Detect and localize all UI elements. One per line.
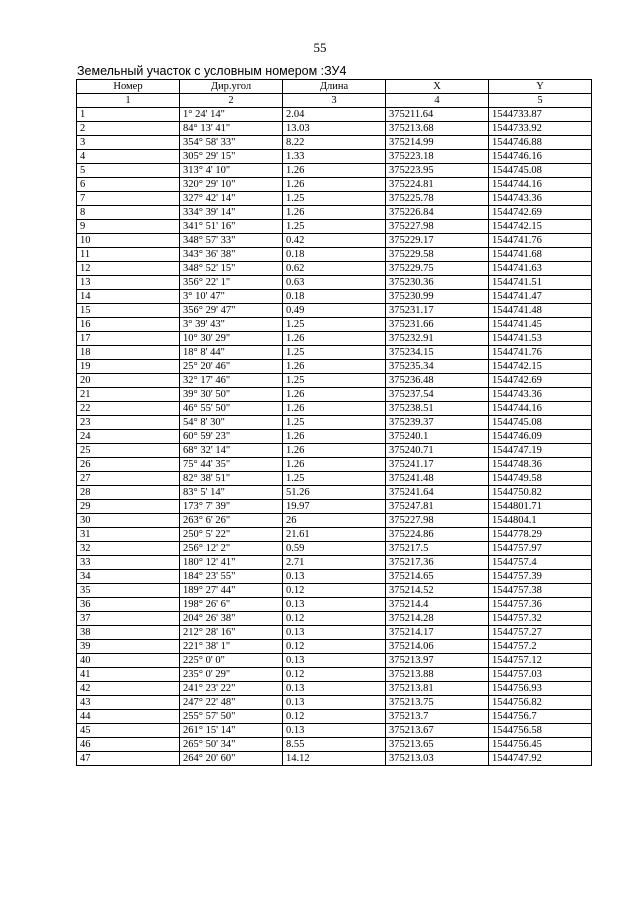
- table-row: [77, 682, 592, 696]
- cell-direction-angle: 320° 29' 10": [180, 178, 283, 192]
- cell-number: 21: [77, 388, 180, 402]
- cell-number: 17: [77, 332, 180, 346]
- cell-length: 1.26: [283, 164, 386, 178]
- cell-y: 1544757.4: [489, 556, 592, 570]
- cell-direction-angle: 204° 26' 38": [180, 612, 283, 626]
- cell-direction-angle: 247° 22' 48": [180, 696, 283, 710]
- table-row: [77, 654, 592, 668]
- cell-y: 1544744.16: [489, 402, 592, 416]
- table-row: [77, 584, 592, 598]
- cell-y: 1544741.63: [489, 262, 592, 276]
- cell-length: 1.26: [283, 178, 386, 192]
- cell-number: 15: [77, 304, 180, 318]
- cell-length: 0.18: [283, 248, 386, 262]
- cell-x: 375213.88: [386, 668, 489, 682]
- cell-y: 1544741.53: [489, 332, 592, 346]
- table-row: [77, 234, 592, 248]
- cell-number: 37: [77, 612, 180, 626]
- cell-direction-angle: 212° 28' 16": [180, 626, 283, 640]
- cell-direction-angle: 250° 5' 22": [180, 528, 283, 542]
- cell-direction-angle: 334° 39' 14": [180, 206, 283, 220]
- cell-length: 1.26: [283, 430, 386, 444]
- cell-length: 0.42: [283, 234, 386, 248]
- cell-x: 375235.34: [386, 360, 489, 374]
- table-body: [77, 94, 592, 766]
- cell-length: 8.55: [283, 738, 386, 752]
- cell-y: 1544741.45: [489, 318, 592, 332]
- cell-y: 1544733.87: [489, 108, 592, 122]
- cell-x: 375214.17: [386, 626, 489, 640]
- cell-direction-angle: 198° 26' 6": [180, 598, 283, 612]
- cell-number: 23: [77, 416, 180, 430]
- table-row: [77, 556, 592, 570]
- cell-x: 375213.65: [386, 738, 489, 752]
- cell-direction-angle: 313° 4' 10": [180, 164, 283, 178]
- cell-direction-angle: 264° 20' 60": [180, 752, 283, 766]
- cell-number: 3: [77, 136, 180, 150]
- cell-length: 1.25: [283, 416, 386, 430]
- cell-direction-angle: 221° 38' 1": [180, 640, 283, 654]
- cell-length: 0.49: [283, 304, 386, 318]
- cell-number: 29: [77, 500, 180, 514]
- cell-number: 27: [77, 472, 180, 486]
- table-row: [77, 514, 592, 528]
- header-y: Y: [489, 80, 592, 94]
- cell-length: 0.59: [283, 542, 386, 556]
- table-row: [77, 528, 592, 542]
- cell-number: 13: [77, 276, 180, 290]
- cell-number: 39: [77, 640, 180, 654]
- cell-length: 0.12: [283, 668, 386, 682]
- cell-direction-angle: 356° 29' 47": [180, 304, 283, 318]
- table-row: [77, 192, 592, 206]
- cell-x: 375241.17: [386, 458, 489, 472]
- cell-y: 1544756.82: [489, 696, 592, 710]
- cell-number: 6: [77, 178, 180, 192]
- cell-x: 375213.03: [386, 752, 489, 766]
- cell-direction-angle: 305° 29' 15": [180, 150, 283, 164]
- cell-x: 375213.75: [386, 696, 489, 710]
- cell-number: 14: [77, 290, 180, 304]
- cell-y: 1544743.36: [489, 388, 592, 402]
- cell-direction-angle: 60° 59' 23": [180, 430, 283, 444]
- cell-number: 1: [77, 108, 180, 122]
- column-number: 3: [283, 94, 386, 108]
- cell-direction-angle: 341° 51' 16": [180, 220, 283, 234]
- cell-length: 0.13: [283, 682, 386, 696]
- cell-x: 375241.64: [386, 486, 489, 500]
- cell-y: 1544741.51: [489, 276, 592, 290]
- cell-y: 1544756.93: [489, 682, 592, 696]
- cell-direction-angle: 25° 20' 46": [180, 360, 283, 374]
- cell-x: 375227.98: [386, 514, 489, 528]
- cell-x: 375230.36: [386, 276, 489, 290]
- cell-y: 1544742.15: [489, 360, 592, 374]
- cell-number: 7: [77, 192, 180, 206]
- table-row: [77, 626, 592, 640]
- cell-y: 1544750.82: [489, 486, 592, 500]
- header-direction-angle: Дир.угол: [180, 80, 283, 94]
- cell-x: 375241.48: [386, 472, 489, 486]
- cell-length: 1.26: [283, 332, 386, 346]
- cell-direction-angle: 235° 0' 29": [180, 668, 283, 682]
- cell-number: 41: [77, 668, 180, 682]
- cell-length: 8.22: [283, 136, 386, 150]
- cell-x: 375231.17: [386, 304, 489, 318]
- table-row: [77, 332, 592, 346]
- cell-direction-angle: 348° 52' 15": [180, 262, 283, 276]
- column-number: 1: [77, 94, 180, 108]
- table-row: [77, 458, 592, 472]
- table-row: [77, 122, 592, 136]
- cell-x: 375227.98: [386, 220, 489, 234]
- cell-y: 1544757.27: [489, 626, 592, 640]
- cell-y: 1544747.19: [489, 444, 592, 458]
- table-row: [77, 542, 592, 556]
- cell-number: 22: [77, 402, 180, 416]
- cell-y: 1544742.15: [489, 220, 592, 234]
- cell-x: 375229.17: [386, 234, 489, 248]
- cell-number: 25: [77, 444, 180, 458]
- cell-direction-angle: 173° 7' 39": [180, 500, 283, 514]
- table-row: [77, 696, 592, 710]
- cell-direction-angle: 356° 22' 1": [180, 276, 283, 290]
- table-row: [77, 752, 592, 766]
- cell-y: 1544757.36: [489, 598, 592, 612]
- cell-direction-angle: 84° 13' 41": [180, 122, 283, 136]
- cell-direction-angle: 39° 30' 50": [180, 388, 283, 402]
- cell-number: 36: [77, 598, 180, 612]
- column-number: 5: [489, 94, 592, 108]
- cell-y: 1544756.45: [489, 738, 592, 752]
- cell-x: 375217.36: [386, 556, 489, 570]
- cell-direction-angle: 3° 39' 43": [180, 318, 283, 332]
- cell-x: 375234.15: [386, 346, 489, 360]
- cell-length: 0.13: [283, 570, 386, 584]
- table-row: [77, 304, 592, 318]
- cell-x: 375214.28: [386, 612, 489, 626]
- cell-length: 0.13: [283, 696, 386, 710]
- column-number-row: [77, 94, 592, 108]
- table-row: [77, 248, 592, 262]
- page-number: 55: [313, 40, 327, 55]
- cell-y: 1544741.76: [489, 234, 592, 248]
- cell-x: 375214.4: [386, 598, 489, 612]
- table-row: [77, 668, 592, 682]
- table-row: [77, 710, 592, 724]
- cell-x: 375214.52: [386, 584, 489, 598]
- cell-y: 1544801.71: [489, 500, 592, 514]
- cell-x: 375213.67: [386, 724, 489, 738]
- cell-y: 1544745.08: [489, 416, 592, 430]
- cell-x: 375225.78: [386, 192, 489, 206]
- cell-y: 1544778.29: [489, 528, 592, 542]
- document-title: Земельный участок с условным номером :ЗУ4: [77, 64, 347, 78]
- cell-length: 1.26: [283, 206, 386, 220]
- table-row: [77, 570, 592, 584]
- cell-number: 33: [77, 556, 180, 570]
- cell-length: 2.71: [283, 556, 386, 570]
- cell-y: 1544757.03: [489, 668, 592, 682]
- cell-number: 38: [77, 626, 180, 640]
- cell-y: 1544745.08: [489, 164, 592, 178]
- cell-direction-angle: 46° 55' 50": [180, 402, 283, 416]
- cell-direction-angle: 18° 8' 44": [180, 346, 283, 360]
- table-row: [77, 206, 592, 220]
- table-row: [77, 416, 592, 430]
- cell-number: 30: [77, 514, 180, 528]
- cell-direction-angle: 343° 36' 38": [180, 248, 283, 262]
- cell-x: 375217.5: [386, 542, 489, 556]
- cell-number: 16: [77, 318, 180, 332]
- cell-number: 47: [77, 752, 180, 766]
- table-row: [77, 346, 592, 360]
- table-row: [77, 318, 592, 332]
- column-number: 4: [386, 94, 489, 108]
- cell-number: 12: [77, 262, 180, 276]
- cell-x: 375223.95: [386, 164, 489, 178]
- cell-y: 1544743.36: [489, 192, 592, 206]
- cell-y: 1544757.39: [489, 570, 592, 584]
- cell-length: 0.13: [283, 724, 386, 738]
- cell-number: 10: [77, 234, 180, 248]
- table-row: [77, 500, 592, 514]
- cell-length: 1.25: [283, 192, 386, 206]
- cell-y: 1544757.38: [489, 584, 592, 598]
- cell-x: 375224.86: [386, 528, 489, 542]
- cell-number: 40: [77, 654, 180, 668]
- cell-y: 1544747.92: [489, 752, 592, 766]
- cell-x: 375236.48: [386, 374, 489, 388]
- header-number: Номер: [77, 80, 180, 94]
- cell-direction-angle: 68° 32' 14": [180, 444, 283, 458]
- cell-x: 375213.97: [386, 654, 489, 668]
- cell-y: 1544757.12: [489, 654, 592, 668]
- cell-number: 24: [77, 430, 180, 444]
- cell-x: 375213.68: [386, 122, 489, 136]
- cell-number: 44: [77, 710, 180, 724]
- cell-length: 0.13: [283, 626, 386, 640]
- cell-length: 0.18: [283, 290, 386, 304]
- cell-direction-angle: 75° 44' 35": [180, 458, 283, 472]
- cell-x: 375213.7: [386, 710, 489, 724]
- cell-direction-angle: 180° 12' 41": [180, 556, 283, 570]
- cell-direction-angle: 1° 24' 14": [180, 108, 283, 122]
- cell-number: 18: [77, 346, 180, 360]
- table-row: [77, 108, 592, 122]
- cell-y: 1544746.88: [489, 136, 592, 150]
- cell-length: 1.26: [283, 388, 386, 402]
- cell-number: 46: [77, 738, 180, 752]
- cell-x: 375237.54: [386, 388, 489, 402]
- cell-length: 0.63: [283, 276, 386, 290]
- cell-y: 1544742.69: [489, 206, 592, 220]
- cell-length: 13.03: [283, 122, 386, 136]
- cell-y: 1544746.16: [489, 150, 592, 164]
- cell-length: 1.33: [283, 150, 386, 164]
- cell-length: 1.25: [283, 220, 386, 234]
- cell-number: 5: [77, 164, 180, 178]
- cell-y: 1544741.76: [489, 346, 592, 360]
- cell-direction-angle: 265° 50' 34": [180, 738, 283, 752]
- cell-number: 19: [77, 360, 180, 374]
- header-length: Длина: [283, 80, 386, 94]
- cell-direction-angle: 32° 17' 46": [180, 374, 283, 388]
- cell-length: 1.26: [283, 402, 386, 416]
- table-row: [77, 276, 592, 290]
- cell-number: 2: [77, 122, 180, 136]
- table-row: [77, 150, 592, 164]
- cell-x: 375223.18: [386, 150, 489, 164]
- cell-x: 375213.81: [386, 682, 489, 696]
- table-row: [77, 220, 592, 234]
- table-row: [77, 738, 592, 752]
- table-row: [77, 724, 592, 738]
- table-row: [77, 472, 592, 486]
- cell-number: 32: [77, 542, 180, 556]
- cell-number: 31: [77, 528, 180, 542]
- cell-direction-angle: 255° 57' 50": [180, 710, 283, 724]
- cell-x: 375232.91: [386, 332, 489, 346]
- cell-x: 375229.75: [386, 262, 489, 276]
- cell-number: 35: [77, 584, 180, 598]
- cell-x: 375240.71: [386, 444, 489, 458]
- cell-number: 9: [77, 220, 180, 234]
- cell-number: 34: [77, 570, 180, 584]
- cell-number: 45: [77, 724, 180, 738]
- cell-y: 1544741.47: [489, 290, 592, 304]
- cell-length: 0.13: [283, 598, 386, 612]
- cell-x: 375247.81: [386, 500, 489, 514]
- coordinates-table: [76, 79, 592, 766]
- cell-y: 1544746.09: [489, 430, 592, 444]
- header-x: X: [386, 80, 489, 94]
- cell-length: 1.26: [283, 458, 386, 472]
- cell-number: 4: [77, 150, 180, 164]
- cell-y: 1544749.58: [489, 472, 592, 486]
- cell-direction-angle: 10° 30' 29": [180, 332, 283, 346]
- cell-direction-angle: 3° 10' 47": [180, 290, 283, 304]
- cell-length: 21.61: [283, 528, 386, 542]
- column-number: 2: [180, 94, 283, 108]
- cell-length: 0.62: [283, 262, 386, 276]
- table-row: [77, 164, 592, 178]
- cell-direction-angle: 256° 12' 2": [180, 542, 283, 556]
- cell-x: 375214.65: [386, 570, 489, 584]
- cell-y: 1544757.2: [489, 640, 592, 654]
- table-row: [77, 178, 592, 192]
- table-header: [77, 80, 592, 94]
- cell-length: 1.25: [283, 318, 386, 332]
- cell-direction-angle: 261° 15' 14": [180, 724, 283, 738]
- cell-length: 26: [283, 514, 386, 528]
- cell-direction-angle: 189° 27' 44": [180, 584, 283, 598]
- cell-y: 1544748.36: [489, 458, 592, 472]
- cell-x: 375214.06: [386, 640, 489, 654]
- cell-y: 1544741.68: [489, 248, 592, 262]
- table-row: [77, 374, 592, 388]
- cell-length: 0.13: [283, 654, 386, 668]
- cell-length: 1.26: [283, 444, 386, 458]
- cell-y: 1544742.69: [489, 374, 592, 388]
- cell-x: 375214.99: [386, 136, 489, 150]
- cell-number: 26: [77, 458, 180, 472]
- table-row: [77, 430, 592, 444]
- table-row: [77, 290, 592, 304]
- cell-x: 375240.1: [386, 430, 489, 444]
- cell-direction-angle: 225° 0' 0": [180, 654, 283, 668]
- cell-length: 2.04: [283, 108, 386, 122]
- table-row: [77, 640, 592, 654]
- cell-length: 0.12: [283, 612, 386, 626]
- table-row: [77, 360, 592, 374]
- cell-length: 51.26: [283, 486, 386, 500]
- table-row: [77, 388, 592, 402]
- cell-x: 375229.58: [386, 248, 489, 262]
- table-row: [77, 486, 592, 500]
- cell-length: 1.26: [283, 360, 386, 374]
- cell-x: 375211.64: [386, 108, 489, 122]
- cell-length: 14.12: [283, 752, 386, 766]
- cell-x: 375230.99: [386, 290, 489, 304]
- cell-length: 1.25: [283, 374, 386, 388]
- cell-y: 1544804.1: [489, 514, 592, 528]
- cell-number: 8: [77, 206, 180, 220]
- table-row: [77, 612, 592, 626]
- cell-y: 1544756.7: [489, 710, 592, 724]
- cell-length: 0.12: [283, 710, 386, 724]
- cell-number: 28: [77, 486, 180, 500]
- cell-x: 375238.51: [386, 402, 489, 416]
- cell-number: 11: [77, 248, 180, 262]
- cell-number: 20: [77, 374, 180, 388]
- cell-direction-angle: 241° 23' 22": [180, 682, 283, 696]
- cell-length: 19.97: [283, 500, 386, 514]
- cell-y: 1544757.32: [489, 612, 592, 626]
- table-row: [77, 262, 592, 276]
- cell-number: 42: [77, 682, 180, 696]
- header-row: [77, 80, 592, 94]
- cell-x: 375239.37: [386, 416, 489, 430]
- cell-length: 1.25: [283, 472, 386, 486]
- cell-direction-angle: 327° 42' 14": [180, 192, 283, 206]
- cell-y: 1544741.48: [489, 304, 592, 318]
- cell-direction-angle: 54° 8' 30": [180, 416, 283, 430]
- cell-direction-angle: 82° 38' 51": [180, 472, 283, 486]
- cell-length: 0.12: [283, 584, 386, 598]
- cell-y: 1544757.97: [489, 542, 592, 556]
- table-row: [77, 136, 592, 150]
- cell-y: 1544756.58: [489, 724, 592, 738]
- table-row: [77, 598, 592, 612]
- cell-number: 43: [77, 696, 180, 710]
- table-row: [77, 402, 592, 416]
- cell-direction-angle: 184° 23' 55": [180, 570, 283, 584]
- cell-y: 1544744.16: [489, 178, 592, 192]
- cell-length: 0.12: [283, 640, 386, 654]
- cell-direction-angle: 263° 6' 26": [180, 514, 283, 528]
- cell-y: 1544733.92: [489, 122, 592, 136]
- cell-x: 375226.84: [386, 206, 489, 220]
- cell-x: 375224.81: [386, 178, 489, 192]
- cell-direction-angle: 354° 58' 33": [180, 136, 283, 150]
- table-row: [77, 444, 592, 458]
- cell-x: 375231.66: [386, 318, 489, 332]
- cell-length: 1.25: [283, 346, 386, 360]
- cell-direction-angle: 348° 57' 33": [180, 234, 283, 248]
- cell-direction-angle: 83° 5' 14": [180, 486, 283, 500]
